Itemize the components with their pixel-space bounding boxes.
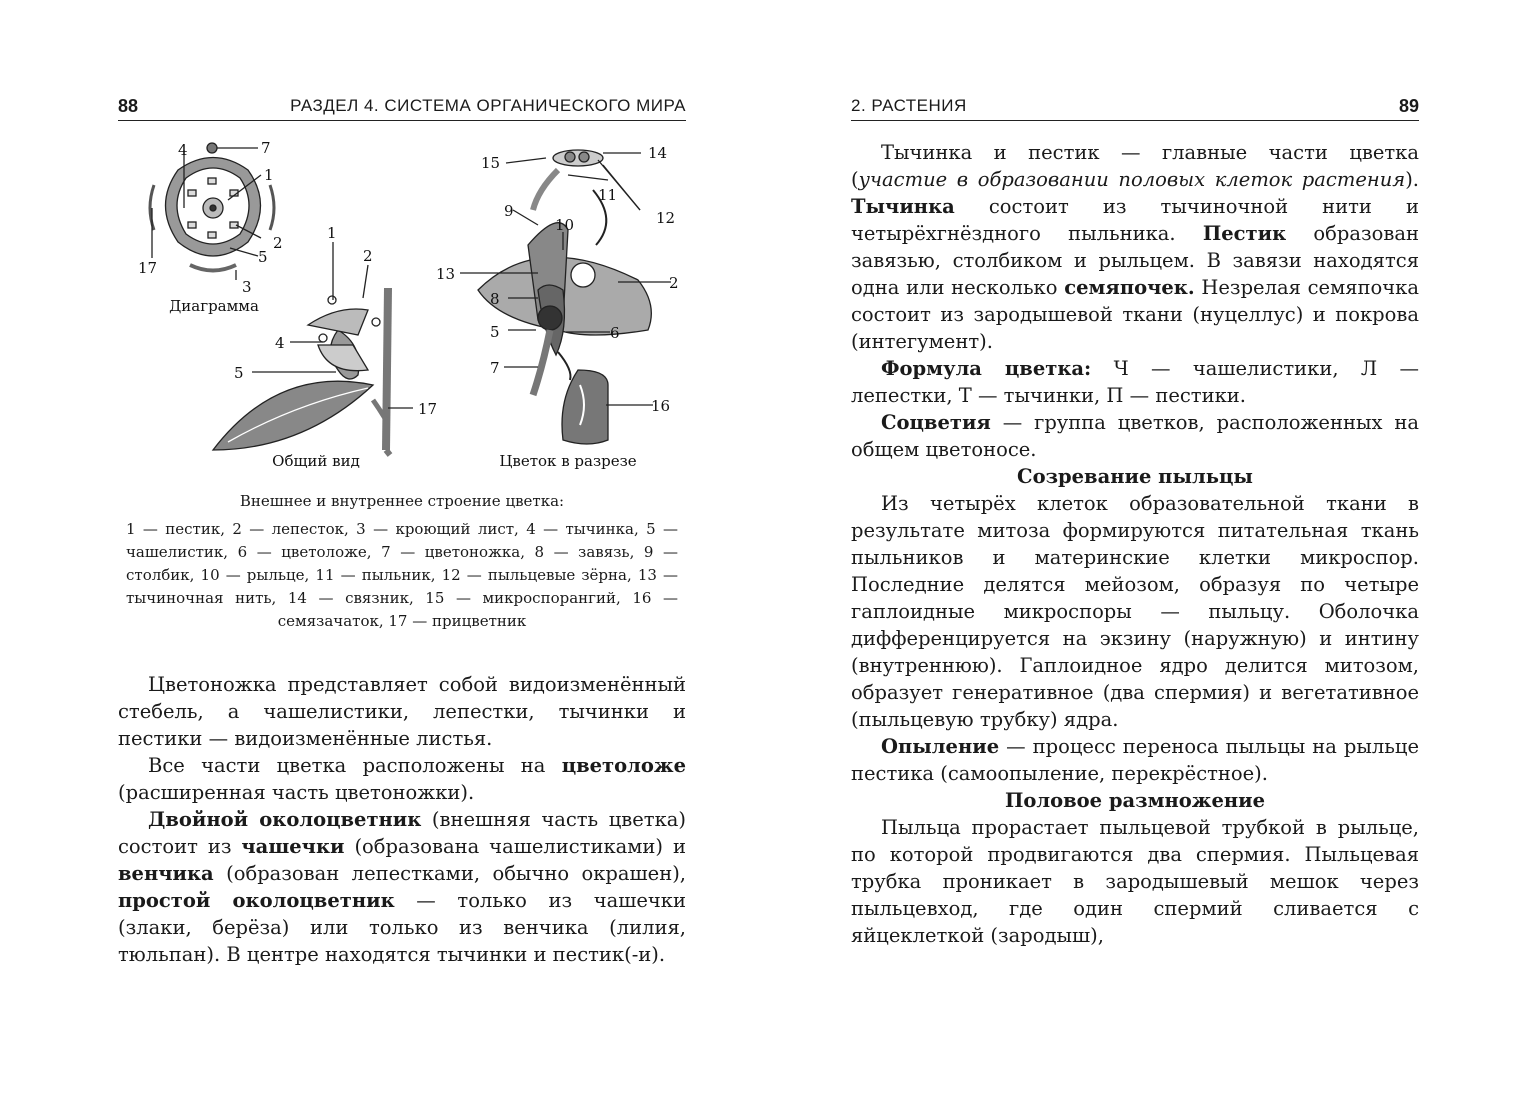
text-run: (расширенная часть цветоножки). xyxy=(118,781,475,804)
floral-diagram xyxy=(150,143,274,280)
num-8: 8 xyxy=(490,290,500,308)
text-run: Из четырёх клеток образовательной ткани в результате митоза формируются питательная ткань пыльников и материнские клетки микроспор. Последние делятся мейозом, образуя по четыре гаплоидные микроспоры — пыльцу. Оболочка дифференцируется на экзину (наружную) и интину (внутреннюю). Гаплоидное ядро делится митозом, образует генеративное (два спермия) и вегетативное (пыльцевую трубку) ядра. xyxy=(851,492,1419,731)
bold-term: семяпочек. xyxy=(1064,276,1195,299)
num-9: 9 xyxy=(504,202,514,220)
num-2b: 2 xyxy=(363,247,373,265)
flower-structure-figure xyxy=(118,130,686,480)
num-11: 11 xyxy=(598,186,618,204)
num-3: 3 xyxy=(242,278,252,296)
paragraph xyxy=(118,671,686,752)
paragraph xyxy=(118,752,686,806)
bold-term: Опыление xyxy=(881,735,1000,758)
num-6: 6 xyxy=(610,324,620,342)
num-12: 12 xyxy=(656,209,676,227)
paragraph xyxy=(851,355,1419,409)
left-header xyxy=(118,94,686,121)
text-run: Пыльца прорастает пыльцевой трубкой в рыльце, по которой продвигаются два спермия. Пыльцевая трубка проникает в зародышевый мешок через пыльцевход, где один спермий сливается с яйцеклеткой (зародыш), xyxy=(851,816,1419,947)
bold-term: венчика xyxy=(118,862,214,885)
num-10: 10 xyxy=(555,216,575,234)
caption-title: Внешнее и внутреннее строение цветка: xyxy=(239,492,565,510)
running-head: РАЗДЕЛ 4. СИСТЕМА ОРГАНИЧЕСКОГО МИРА xyxy=(290,96,686,115)
paragraph xyxy=(851,490,1419,733)
paragraph xyxy=(118,806,686,968)
num-4b: 4 xyxy=(275,334,285,352)
num-17b: 17 xyxy=(418,400,438,418)
num-15: 15 xyxy=(481,154,501,172)
text-run: — только из чашечки (злаки, берёза) или только из венчика (лилия, тюльпан). В центре находятся тычинки и пестик(-и). xyxy=(118,889,686,966)
right-body-text xyxy=(851,139,1419,949)
text-run: Созревание пыльцы xyxy=(1017,465,1253,488)
num-5: 5 xyxy=(258,248,268,266)
flower-illustration xyxy=(118,130,686,480)
text-run: ). xyxy=(1405,168,1419,191)
left-page xyxy=(118,0,686,1105)
bold-term: чашечки xyxy=(241,835,345,858)
num-7: 7 xyxy=(261,139,271,157)
caption-legend: 1 — пестик, 2 — лепесток, 3 — кроющий лист, 4 — тычинка, 5 — чашелистик, 6 — цветоложе, 7 — цветоножка, 8 — завязь, 9 — столбик, 10 — рыльце, 11 — пыльник, 12 — пыльцевые зёрна, 13 — тычиночная нить, 14 — связник, 15 — микроспорангий, 16 — семязачаток, 17 — прицветник xyxy=(126,520,678,630)
text-run: (внешняя часть цветка) состоит из xyxy=(118,808,686,858)
bold-term: Двойной околоцветник xyxy=(148,808,422,831)
page-number: 88 xyxy=(118,96,139,116)
section-heading xyxy=(851,463,1419,490)
section-heading xyxy=(851,787,1419,814)
num-4: 4 xyxy=(178,141,188,159)
num-1b: 1 xyxy=(327,224,337,242)
bold-term: Соцветия xyxy=(881,411,991,434)
paragraph xyxy=(851,409,1419,463)
text-run: — процесс переноса пыльцы на рыльце пестика (самоопыление, перекрёстное). xyxy=(851,735,1419,785)
text-run: Все части цветка расположены на xyxy=(148,754,562,777)
diagram-label: Диаграмма xyxy=(169,297,259,315)
paragraph xyxy=(851,139,1419,355)
text-run: образован завязью, столбиком и рыльцем. В завязи находятся одна или несколько xyxy=(851,222,1419,299)
num-16: 16 xyxy=(651,397,671,415)
right-header xyxy=(851,94,1419,121)
general-view-label: Общий вид xyxy=(272,452,360,470)
num-7b: 7 xyxy=(490,359,500,377)
right-page xyxy=(851,0,1419,1105)
section-view-label: Цветок в разрезе xyxy=(499,452,637,470)
num-5c: 5 xyxy=(490,323,500,341)
bold-term: Тычинка xyxy=(851,195,955,218)
bold-term: цветоложе xyxy=(561,754,686,777)
text-run: Незрелая семяпочка состоит из зародышевой ткани (нуцеллус) и покрова (интегумент). xyxy=(851,276,1419,353)
num-1: 1 xyxy=(264,166,274,184)
bold-term: простой околоцветник xyxy=(118,889,395,912)
page-number: 89 xyxy=(1398,96,1419,116)
text-run: Половое размножение xyxy=(1004,789,1266,812)
num-17: 17 xyxy=(138,259,158,277)
num-14: 14 xyxy=(648,144,668,162)
bold-term: Пестик xyxy=(1202,222,1287,245)
num-5b: 5 xyxy=(234,364,244,382)
num-13: 13 xyxy=(436,265,456,283)
num-2: 2 xyxy=(273,234,283,252)
text-run: (образован лепестками, обычно окрашен), xyxy=(213,862,686,885)
italic-text: участие в образовании половых клеток растения xyxy=(858,168,1406,191)
num-2c: 2 xyxy=(669,274,679,292)
paragraph xyxy=(851,733,1419,787)
general-view-drawing xyxy=(213,242,413,455)
text-run: (образована чашелистиками) и xyxy=(344,835,686,858)
text-run: — группа цветков, расположенных на общем цветоносе. xyxy=(851,411,1419,461)
text-run: состоит из тычиночной нити и четырёхгнёздного пыльника. xyxy=(851,195,1419,245)
bold-term: Формула цветка: xyxy=(881,357,1092,380)
paragraph xyxy=(851,814,1419,949)
text-run: Тычинка и пестик — главные части цветка ( xyxy=(851,141,1419,191)
figure-caption xyxy=(118,490,686,633)
text-run: Цветоножка представляет собой видоизменённый стебель, а чашелистики, лепестки, тычинки и пестики — видоизменённые листья. xyxy=(118,673,686,750)
left-body-text xyxy=(118,671,686,968)
running-head: 2. РАСТЕНИЯ xyxy=(851,96,967,115)
text-run: Ч — чашелистики, Л — лепестки, Т — тычинки, П — пестики. xyxy=(851,357,1419,407)
